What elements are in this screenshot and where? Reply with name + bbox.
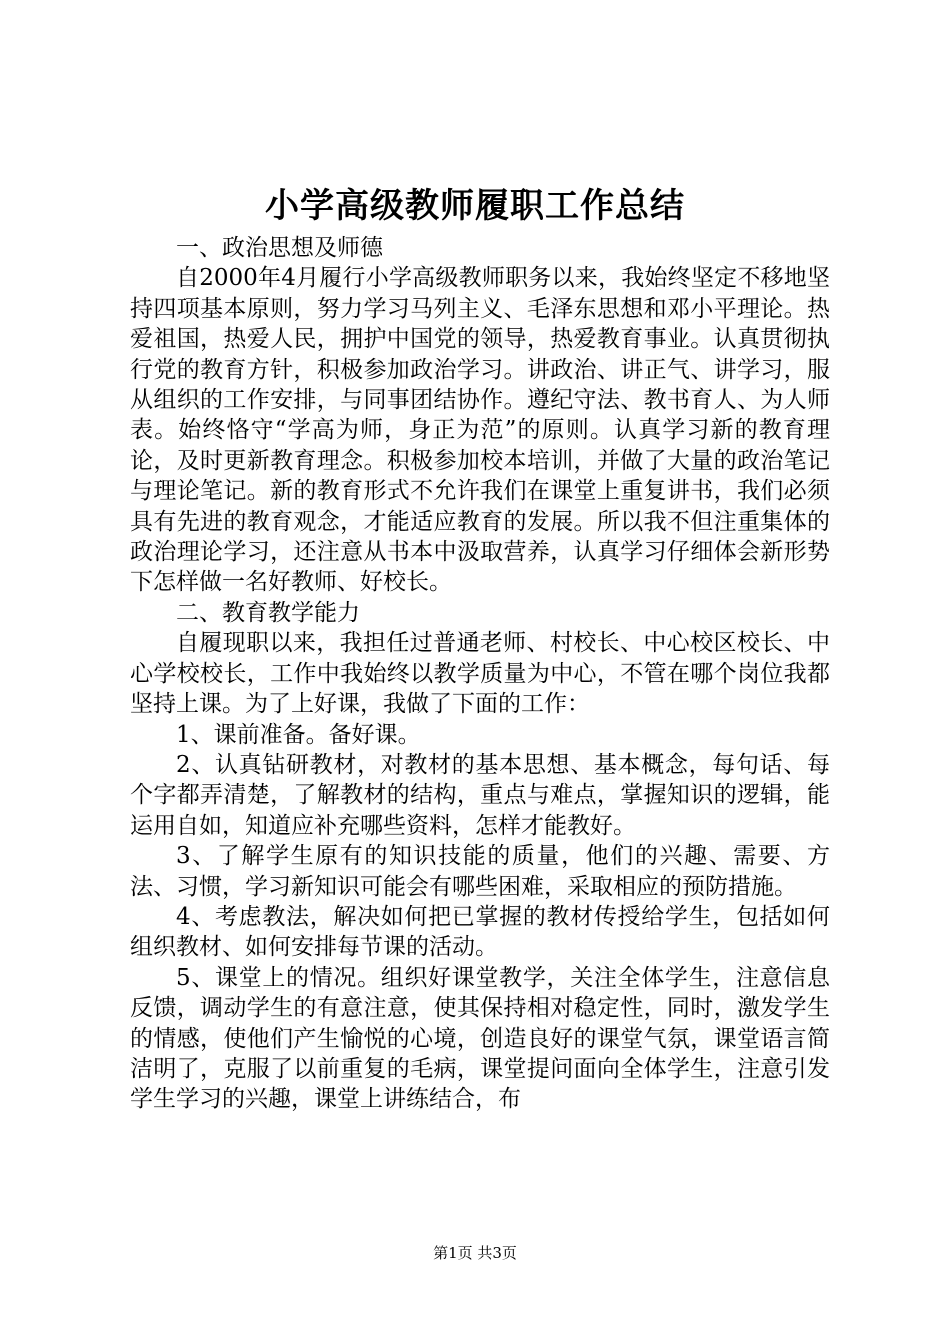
list-item-5: 5、课堂上的情况。组织好课堂教学，关注全体学生，注意信息反馈，调动学生的有意注意，使其保持相对稳定性，同时，激发学生的情感，使他们产生愉悦的心境，创造良好的课堂气氛，课堂语言简洁明了，克服了以前重复的毛病，课堂提问面向全体学生，注意引发学生学习的兴趣，课堂上讲练结合，布 xyxy=(130,964,830,1113)
document-body xyxy=(130,233,830,1115)
section-heading-teaching: 二、教育教学能力 xyxy=(176,599,360,626)
paragraph-politics: 自2000年4月履行小学高级教师职务以来，我始终坚定不移地坚持四项基本原则，努力学习马列主义、毛泽东思想和邓小平理论。热爱祖国，热爱人民，拥护中国党的领导，热爱教育事业。认真贯彻执行党的教育方针，积极参加政治学习。讲政治、讲正气、讲学习，服从组织的工作安排，与同事团结协作。遵纪守法、教书育人、为人师表。始终恪守“学高为师，身正为范”的原则。认真学习新的教育理论，及时更新教育理念。积极参加校本培训，并做了大量的政治笔记与理论笔记。新的教育形式不允许我们在课堂上重复讲书，我们必须具有先进的教育观念，才能适应教育的发展。所以我不但注重集体的政治理论学习，还注意从书本中汲取营养，认真学习仔细体会新形势下怎样做一名好教师、好校长。 xyxy=(130,265,830,596)
paragraph-teaching-intro: 自履现职以来，我担任过普通老师、村校长、中心校区校长、中心学校校长，工作中我始终以教学质量为中心，不管在哪个岗位我都坚持上课。为了上好课，我做了下面的工作： xyxy=(130,630,830,718)
list-item-2: 2、认真钻研教材，对教材的基本思想、基本概念，每句话、每个字都弄清楚，了解教材的结构，重点与难点，掌握知识的逻辑，能运用自如，知道应补充哪些资料，怎样才能教好。 xyxy=(130,751,830,839)
list-item-1: 1、课前准备。备好课。 xyxy=(176,721,421,748)
list-item-4: 4、考虑教法，解决如何把已掌握的教材传授给学生，包括如何组织教材、如何安排每节课的活动。 xyxy=(130,903,830,961)
section-heading-politics: 一、政治思想及师德 xyxy=(176,235,383,261)
document-title: 小学高级教师履职工作总结 xyxy=(265,186,685,226)
page-footer: 第1页 共3页 xyxy=(433,1244,517,1262)
list-item-3: 3、了解学生原有的知识技能的质量，他们的兴趣、需要、方法、习惯，学习新知识可能会有哪些困难，采取相应的预防措施。 xyxy=(130,843,830,900)
